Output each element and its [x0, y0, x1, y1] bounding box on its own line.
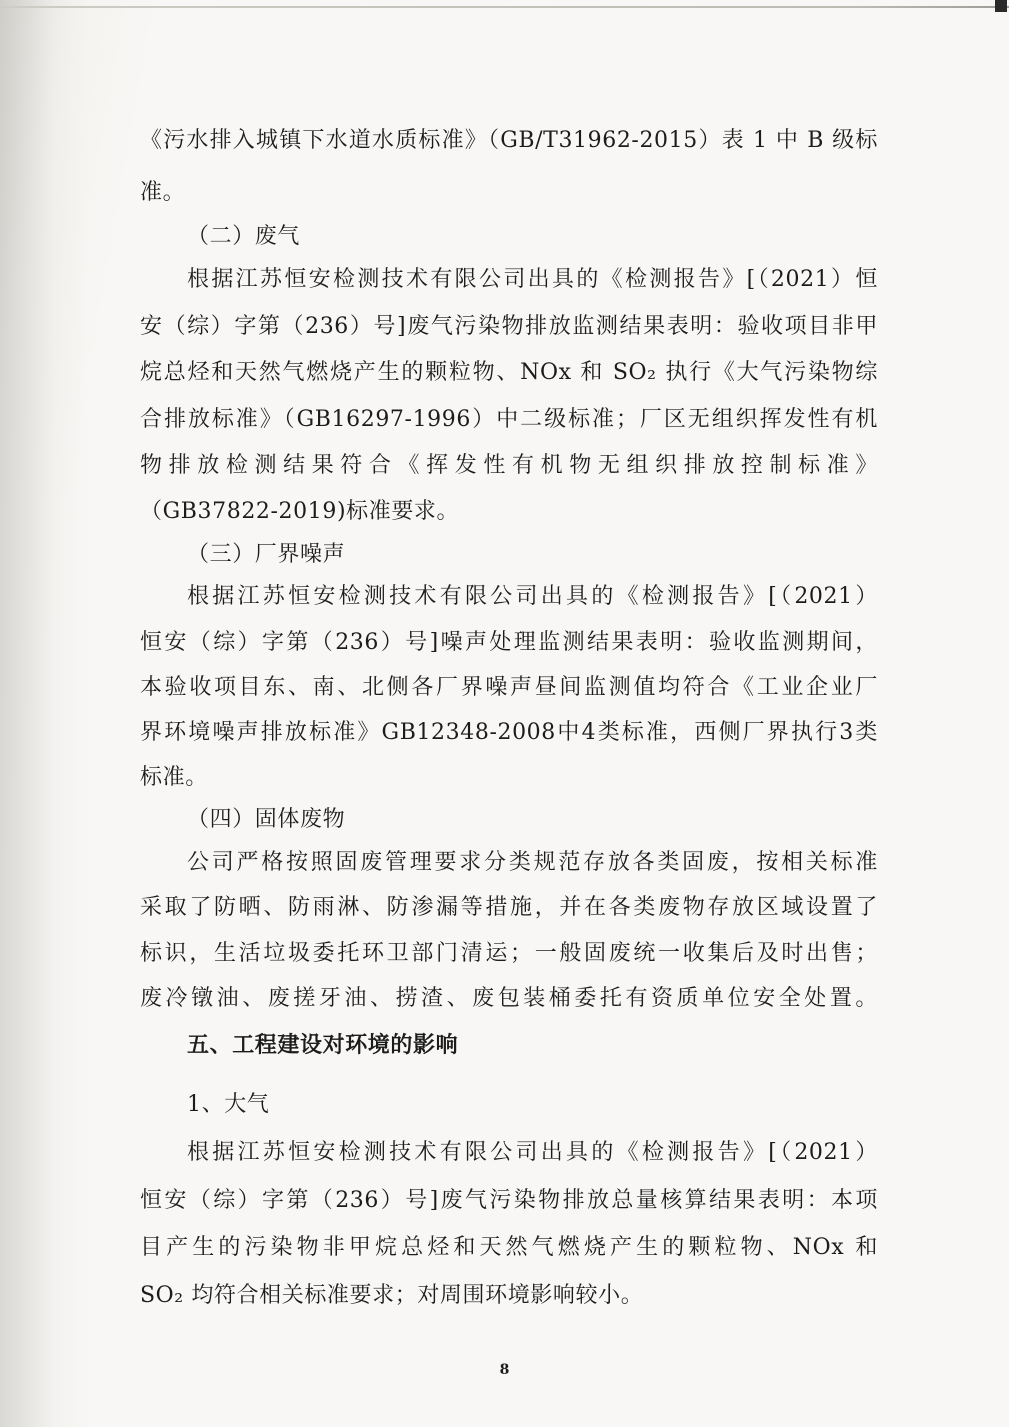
text-line: SO₂ 均符合相关标准要求；对周围环境影响较小。: [140, 1283, 644, 1308]
text-line: 废冷镦油、废搓牙油、捞渣、废包装桶委托有资质单位安全处置。: [140, 986, 878, 1011]
text-line: 《污水排入城镇下水道水质标准》（GB/T31962-2015）表 1 中 B 级标: [140, 128, 878, 153]
text-line: 烷总烃和天然气燃烧产生的颗粒物、NOx 和 SO₂ 执行《大气污染物综: [140, 360, 878, 385]
section-heading-air: 1、大气: [187, 1092, 270, 1117]
text-line: 标准。: [140, 765, 208, 790]
text-line: 恒安（综）字第（236）号]噪声处理监测结果表明：验收监测期间，: [140, 630, 878, 655]
text-line: 根据江苏恒安检测技术有限公司出具的《检测报告》[（2021）: [187, 1140, 878, 1165]
text-line: 合排放标准》（GB16297-1996）中二级标准；厂区无组织挥发性有机: [140, 407, 878, 432]
text-line: 公司严格按照固废管理要求分类规范存放各类固废，按相关标准: [187, 850, 878, 875]
section-heading-noise: （三）厂界噪声: [187, 542, 346, 567]
text-line: 恒安（综）字第（236）号]废气污染物排放总量核算结果表明：本项: [140, 1188, 878, 1213]
text-line: 采取了防晒、防雨淋、防渗漏等措施，并在各类废物存放区域设置了: [140, 895, 878, 920]
text-line: 目产生的污染物非甲烷总烃和天然气燃烧产生的颗粒物、NOx 和: [140, 1235, 878, 1260]
text-line: 安（综）字第（236）号]废气污染物排放监测结果表明：验收项目非甲: [140, 314, 878, 339]
section-heading-solid-waste: （四）固体废物: [187, 807, 346, 832]
text-line: （GB37822-2019)标准要求。: [140, 499, 460, 524]
text-line: 界环境噪声排放标准》GB12348-2008中4类标准，西侧厂界执行3类: [140, 720, 878, 745]
text-line: 标识，生活垃圾委托环卫部门清运；一般固废统一收集后及时出售；: [140, 941, 878, 966]
page-number: 8: [499, 1362, 510, 1378]
text-line: 物排放检测结果符合《挥发性有机物无组织排放控制标准》: [140, 453, 878, 478]
text-line: 本验收项目东、南、北侧各厂界噪声昼间监测值均符合《工业企业厂: [140, 675, 878, 700]
text-line: 根据江苏恒安检测技术有限公司出具的《检测报告》[（2021）恒: [187, 267, 878, 292]
section-heading-waste-gas: （二）废气: [187, 224, 301, 249]
text-line: 准。: [140, 180, 186, 205]
text-line: 根据江苏恒安检测技术有限公司出具的《检测报告》[（2021）: [187, 584, 878, 609]
chapter-heading: 五、工程建设对环境的影响: [187, 1032, 459, 1058]
